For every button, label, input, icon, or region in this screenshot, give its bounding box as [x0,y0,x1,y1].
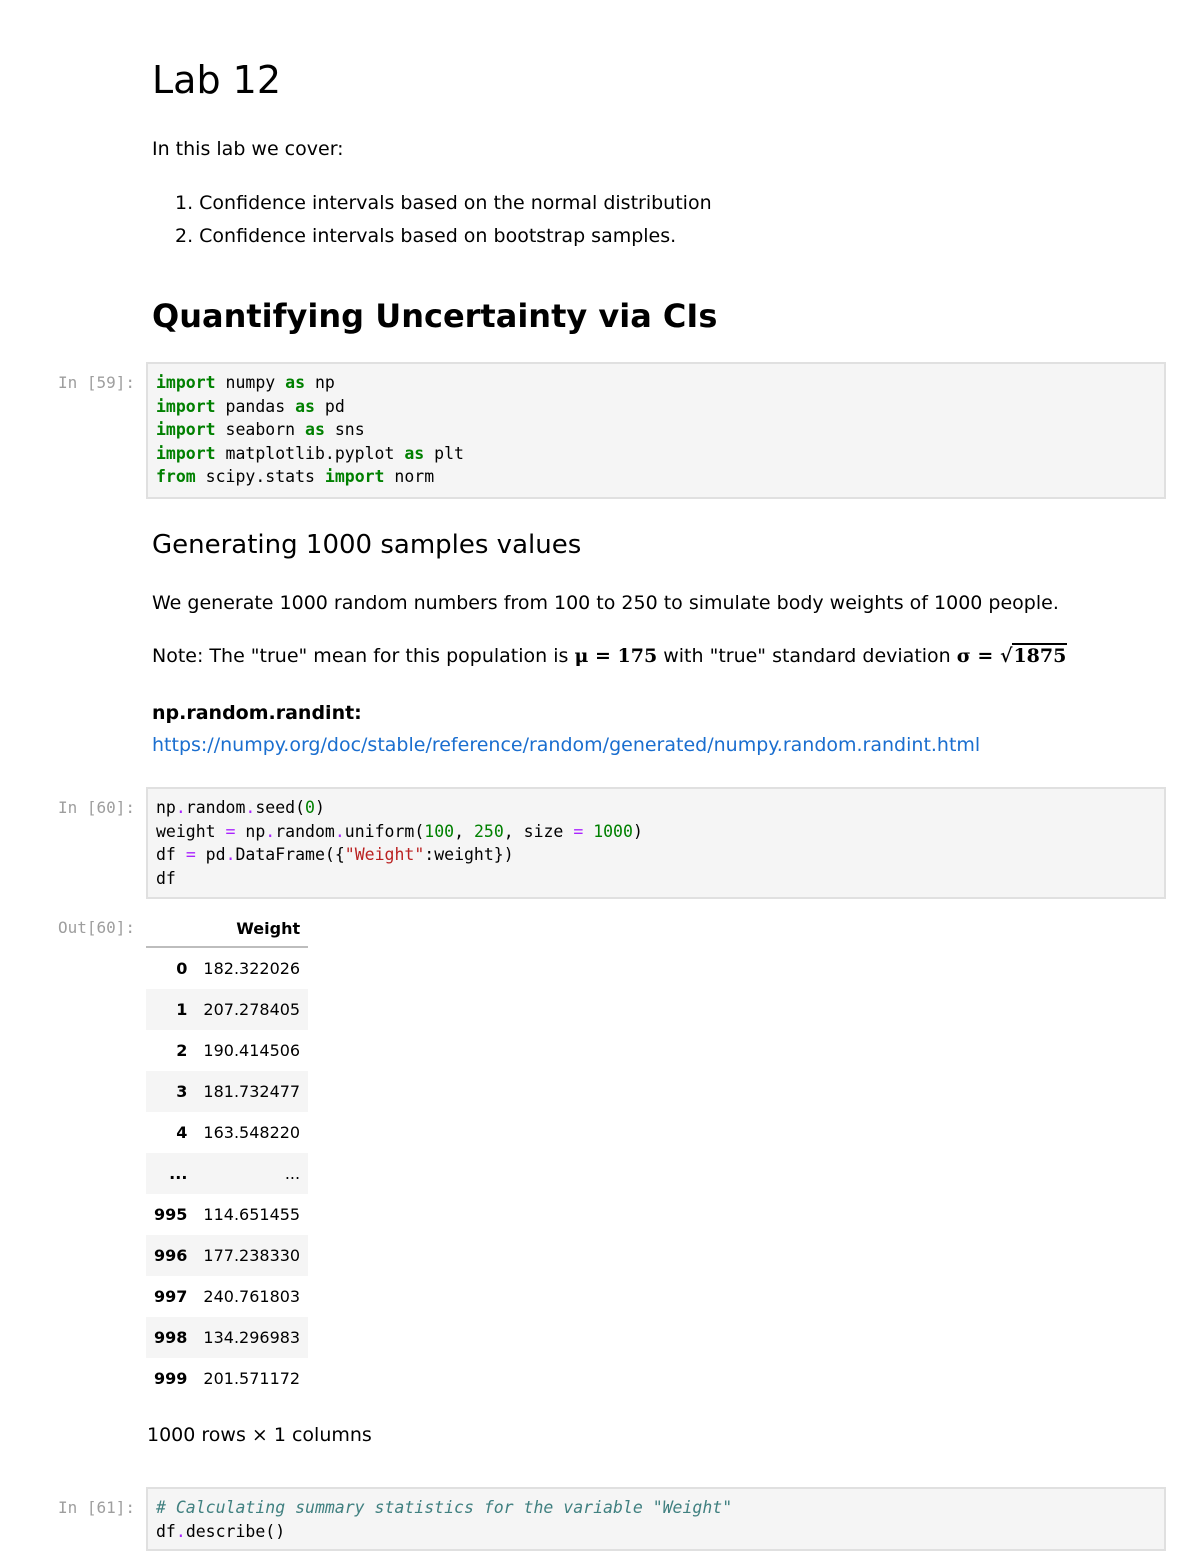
subsection-title: Generating 1000 samples values [152,530,582,560]
table-row [146,1358,308,1399]
index-header [146,910,195,947]
row-value: 182.322026 [203,959,301,978]
topic-item: 1. Confidence intervals based on the normal distribution [175,192,712,214]
description-text: We generate 1000 random numbers from 100 to 250 to simulate body weights of 1000 people. [152,592,1059,614]
table-row [146,1071,308,1112]
input-prompt-59: In [59]: [57,373,135,392]
row-value: 181.732477 [203,1082,301,1101]
randint-heading: np.random.randint: [152,702,362,724]
code-cell-60[interactable] [146,787,1166,899]
row-value: 163.548220 [203,1123,301,1142]
row-value: 114.651455 [203,1205,301,1224]
row-index: 1 [176,1000,188,1019]
row-value: 240.761803 [203,1287,301,1306]
intro-text: In this lab we cover: [152,138,344,160]
sqrt-value: 1875 [1013,645,1067,667]
input-prompt-60: In [60]: [57,798,135,817]
code-source[interactable]: # Calculating summary statistics for the variable "Weight" df.describe() [156,1498,733,1541]
row-index: 0 [176,959,188,978]
mu-equation: μ = 175 [574,645,658,667]
table-row [146,1153,308,1194]
table-row [146,1112,308,1153]
code-source[interactable]: np.random.seed(0) weight = np.random.uniform(100, 250, size = 1000) df = pd.DataFrame({"Weight":weight}) df [156,798,643,888]
row-index: 996 [154,1246,188,1265]
table-row [146,1030,308,1071]
row-index: 998 [154,1328,188,1347]
row-index: 997 [154,1287,188,1306]
output-prompt-60: Out[60]: [57,918,135,937]
table-row [146,1317,308,1358]
row-index: 995 [154,1205,188,1224]
sigma-equation: σ = [956,645,1000,667]
row-index: 3 [176,1082,188,1101]
code-cell-59[interactable] [146,362,1166,499]
row-value: 207.278405 [203,1000,301,1019]
code-cell-61[interactable] [146,1487,1166,1551]
dataframe-output [146,910,308,1399]
row-index: 4 [176,1123,188,1142]
table-row [146,989,308,1030]
code-source[interactable]: import numpy as np import pandas as pd import seaborn as sns import matplotlib.pyplot as plt from scipy.stats import norm [156,373,464,486]
row-value: 134.296983 [203,1328,301,1347]
row-index: ... [169,1164,188,1183]
row-value: 201.571172 [203,1369,301,1388]
row-index: 999 [154,1369,188,1388]
note-text [152,645,1067,667]
topic-item: 2. Confidence intervals based on bootstrap samples. [175,225,677,247]
notebook-title: Lab 12 [152,58,282,102]
topics-list [175,190,712,256]
table-row [146,1194,308,1235]
row-value: 190.414506 [203,1041,301,1060]
note-middle: with "true" standard deviation [657,645,957,667]
table-row [146,1276,308,1317]
row-value: ... [284,1164,301,1183]
dataframe-shape: 1000 rows × 1 columns [147,1424,372,1446]
row-index: 2 [176,1041,188,1060]
note-prefix: Note: The "true" mean for this population is [152,645,575,667]
input-prompt-61: In [61]: [57,1498,135,1517]
table-row [146,1235,308,1276]
section-title: Quantifying Uncertainty via CIs [152,297,718,335]
row-value: 177.238330 [203,1246,301,1265]
sqrt-symbol: √1875 [999,645,1067,667]
randint-doc-link[interactable]: https://numpy.org/doc/stable/reference/random/generated/numpy.random.randint.html [152,734,981,756]
column-header-weight: Weight [195,910,308,947]
table-row [146,947,308,989]
